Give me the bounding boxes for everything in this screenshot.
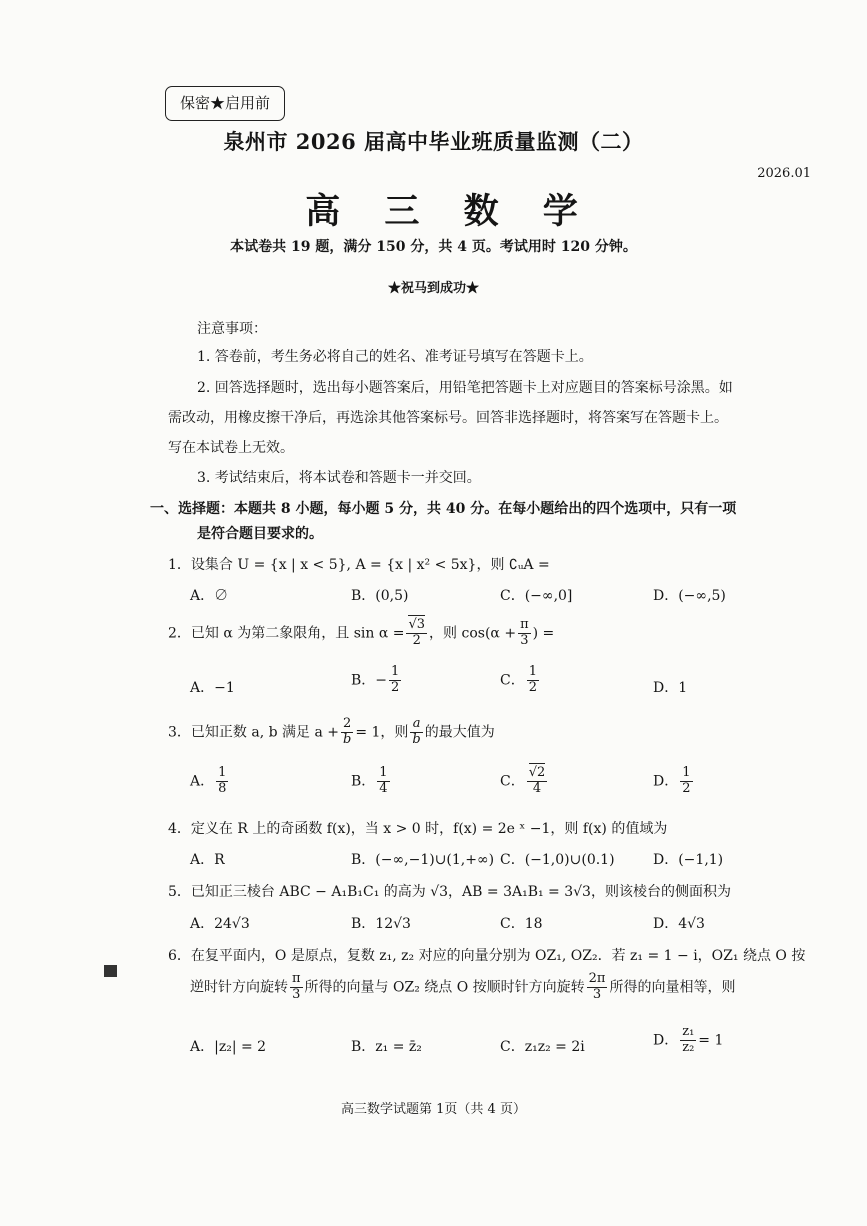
q3-option-d: D． $\frac{1}{2}$ [653,765,691,796]
q6-option-b: B．z₁ = z̄₂ [351,1039,422,1055]
q1-option-b: B．(0,5) [351,588,409,604]
confidential-badge: 保密★启用前 [165,86,285,121]
question-5-stem: 5．已知正三棱台 ABC − A₁B₁C₁ 的高为 √3，AB = 3A₁B₁ = 3√3，则该棱台的侧面积为 [168,884,731,900]
question-6-stem-line2: 逆时针方向旋转 $\frac{\pi}{3}$ 所得的向量与 OZ₂ 绕点 O 按顺时针方向旋转 $\frac{2\pi}{3}$ 所得的向量相等，则 [190,971,736,1002]
section-heading-cont: 是符合题目要求的。 [197,526,323,542]
q3-option-c: C． $\frac{√2}{4}$ [500,765,546,796]
notes-heading: 注意事项： [197,321,267,337]
q2-option-c: C． $\frac{1}{2}$ [500,664,537,695]
q4-option-d: D．(−1,1) [653,852,724,868]
q3-option-a: A． $\frac{1}{8}$ [190,765,227,796]
q5-option-d: D．4√3 [653,916,705,932]
question-2-stem: 2．已知 α 为第二象限角，且 sin α = $\frac{√3}{2}$ ，则 cos(α + $\frac{\pi}{3}$ ) = [168,617,555,648]
exam-intro: 本试卷共 19 题，满分 150 分，共 4 页。考试用时 120 分钟。 [230,239,637,255]
q4-option-a: A．R [190,852,225,868]
q1-option-d: D．(−∞,5) [653,588,726,604]
q4-option-c: C．(−1,0)∪(0.1) [500,852,615,868]
q1-option-a: A．∅ [190,588,229,604]
q6-option-c: C．z₁z₂ = 2i [500,1039,585,1055]
question-4-stem: 4．定义在 R 上的奇函数 f(x)，当 x > 0 时，f(x) = 2e ˣ −1，则 f(x) 的值域为 [168,821,668,837]
question-6-stem-line1: 6．在复平面内，O 是原点，复数 z₁, z₂ 对应的向量分别为 OZ₁, OZ₂．若 z₁ = 1 − i，OZ₁ 绕点 O 按 [168,948,806,964]
q2-option-b: B．− $\frac{1}{2}$ [351,664,400,695]
q1-option-c: C．(−∞,0] [500,588,573,604]
question-3-stem: 3．已知正数 a, b 满足 a + $\frac{2}{b}$ = 1，则 $\frac{a}{b}$ 的最大值为 [168,716,495,747]
section-heading: 一、选择题：本题共 8 小题，每小题 5 分，共 40 分。在每小题给出的四个选项中，只有一项 [150,501,737,517]
note-2-line3: 写在本试卷上无效。 [168,440,294,456]
note-2-line1: 2. 回答选择题时，选出每小题答案后，用铅笔把答题卡上对应题目的答案标号涂黑。如 [197,380,733,396]
q5-option-b: B．12√3 [351,916,411,932]
exam-title: 泉州市 2026 届高中毕业班质量监测（二） [223,129,644,154]
q4-option-b: B．(−∞,−1)∪(1,+∞) [351,852,495,868]
q5-option-a: A．24√3 [190,916,250,932]
q3-option-b: B． $\frac{1}{4}$ [351,765,388,796]
slogan: ★祝马到成功★ [387,281,479,296]
q2-option-a: A．−1 [190,680,235,696]
exam-date: 2026.01 [757,166,811,181]
note-3: 3. 考试结束后，将本试卷和答题卡一并交回。 [197,470,481,486]
note-1: 1. 答卷前，考生务必将自己的姓名、准考证号填写在答题卡上。 [197,349,593,365]
q2-option-d: D．1 [653,680,688,696]
page-footer: 高三数学试题第 1页（共 4 页） [341,1102,526,1117]
q6-option-a: A．|z₂| = 2 [190,1039,267,1055]
subject-title: 高 三 数 学 [305,191,594,232]
scan-mark [104,965,117,977]
question-1-stem: 1．设集合 U = {x | x < 5}, A = {x | x² < 5x}，则 ∁ᵤA = [168,557,550,573]
q6-option-d: D． $\frac{\text{z₁}}{\text{z₂}}$ = 1 [653,1024,724,1055]
note-2-line2: 需改动，用橡皮擦干净后，再选涂其他答案标号。回答非选择题时，将答案写在答题卡上。 [168,410,728,426]
q5-option-c: C．18 [500,916,543,932]
